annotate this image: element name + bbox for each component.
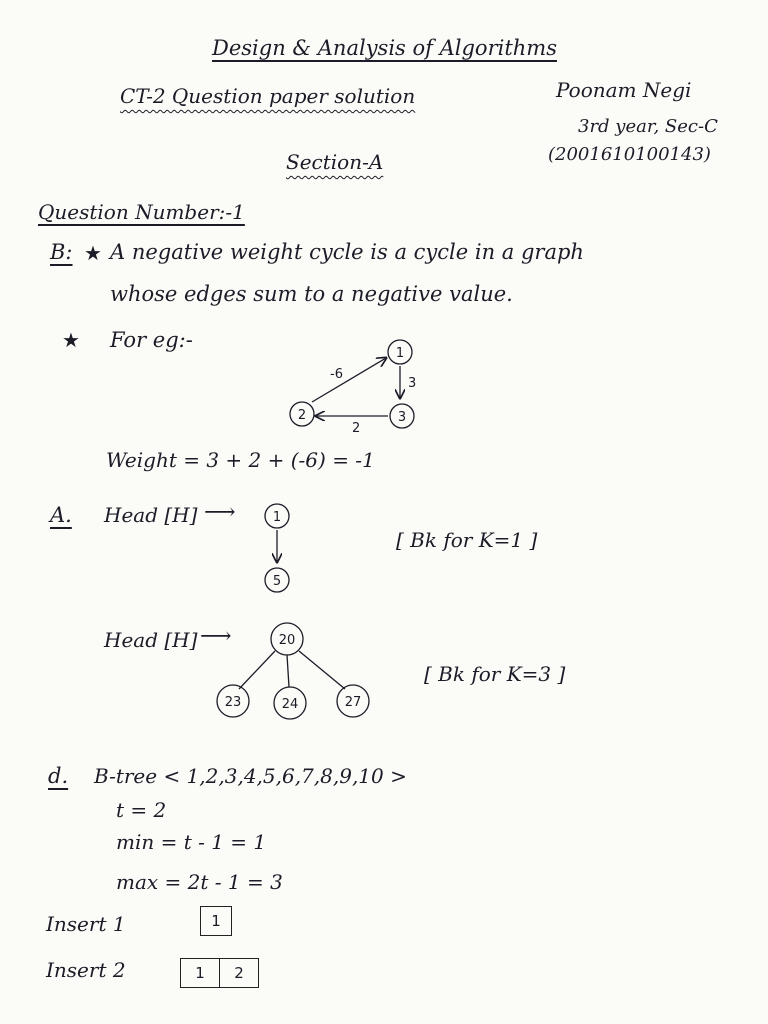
definition-line-2: whose edges sum to a negative value. xyxy=(110,282,513,306)
star-bullet-icon: ★ xyxy=(62,328,80,352)
t-value: t = 2 xyxy=(116,798,167,822)
weight-calculation: Weight = 3 + 2 + (-6) = -1 xyxy=(106,448,375,472)
tree-edge xyxy=(239,651,275,689)
negative-cycle-graph xyxy=(270,330,440,440)
max-keys: max = 2t - 1 = 3 xyxy=(116,870,283,894)
min-keys: min = t - 1 = 1 xyxy=(116,830,267,854)
part-a-label: A. xyxy=(50,503,72,527)
node-label: 20 xyxy=(278,633,296,648)
section-heading: Section-A xyxy=(286,150,384,174)
edge-weight: 2 xyxy=(352,421,361,436)
node-label: 24 xyxy=(281,697,299,712)
part-b-label: B: xyxy=(50,240,73,264)
subtitle: CT-2 Question paper solution xyxy=(120,84,416,108)
node-label: 2 xyxy=(297,408,307,423)
node-label: 23 xyxy=(224,695,242,710)
edge-weight: 3 xyxy=(408,376,417,391)
node-label: 1 xyxy=(395,346,405,361)
tree-note-k1: [ Bk for K=1 ] xyxy=(396,528,538,552)
part-d-label: d. xyxy=(48,764,69,788)
question-number: Question Number:-1 xyxy=(38,200,245,224)
node-label: 5 xyxy=(272,574,282,589)
year-section: 3rd year, Sec-C xyxy=(578,116,718,137)
node-label: 27 xyxy=(344,695,362,710)
arrow-right-icon: ⟶ xyxy=(200,624,232,649)
arrow-right-icon: ⟶ xyxy=(204,500,236,525)
tree-note-k3: [ Bk for K=3 ] xyxy=(424,662,566,686)
definition-line-1: A negative weight cycle is a cycle in a graph xyxy=(110,240,584,264)
page-title: Design & Analysis of Algorithms xyxy=(212,36,557,60)
edge-2-to-1 xyxy=(312,358,386,402)
btree-sequence: B-tree < 1,2,3,4,5,6,7,8,9,10 > xyxy=(94,764,407,788)
tree-edge xyxy=(299,651,345,689)
btree-key-cell: 2 xyxy=(219,958,259,988)
node-label: 3 xyxy=(397,410,407,425)
binomial-tree-b1 xyxy=(255,500,305,600)
insert-2-label: Insert 2 xyxy=(46,958,126,982)
btree-key-cell: 1 xyxy=(180,958,220,988)
node-label: 1 xyxy=(272,510,282,525)
example-label: For eg:- xyxy=(110,328,193,352)
insert-1-label: Insert 1 xyxy=(46,912,126,936)
binomial-tree-b3 xyxy=(205,615,385,725)
tree-edge xyxy=(287,655,289,687)
edge-weight: -6 xyxy=(330,367,343,382)
btree-key-cell: 1 xyxy=(200,906,232,936)
roll-number: (2001610100143) xyxy=(548,144,711,165)
head-pointer-1: Head [H] xyxy=(104,503,198,527)
head-pointer-2: Head [H] xyxy=(104,628,198,652)
author-name: Poonam Negi xyxy=(556,78,692,102)
star-bullet-icon: ★ xyxy=(84,241,102,265)
